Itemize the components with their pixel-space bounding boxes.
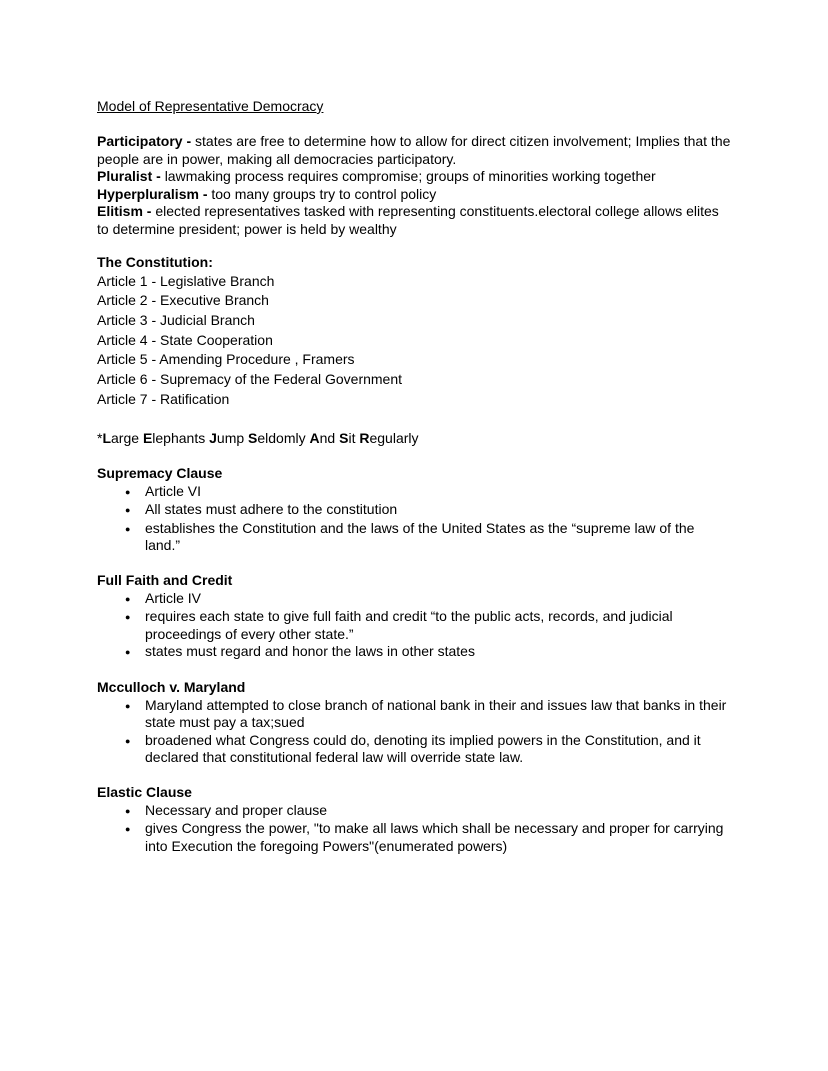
section-heading: Elastic Clause bbox=[97, 784, 192, 801]
bullet-item bbox=[97, 501, 732, 520]
mnemonic-bold-letter: A bbox=[309, 430, 320, 447]
bullet-item bbox=[97, 590, 732, 609]
definition-term: Elitism - bbox=[97, 203, 156, 219]
mnemonic-bold-letter: R bbox=[359, 430, 370, 447]
section-full-faith-and-credit bbox=[97, 572, 732, 662]
mnemonic-bold-letter: L bbox=[102, 430, 112, 447]
bullet-marker: ● bbox=[125, 700, 131, 711]
definition-participatory bbox=[97, 133, 732, 168]
article-line: Article 1 - Legislative Branch bbox=[97, 272, 275, 289]
bullet-marker: ● bbox=[125, 824, 131, 835]
mnemonic-word-rest: ump bbox=[216, 430, 249, 447]
bullet-marker: ● bbox=[125, 735, 131, 746]
definition-text: elected representatives tasked with representing constituents.electoral college allows elites to determine president; power is held by wealthy bbox=[97, 203, 719, 237]
section-mcculloch-v-maryland bbox=[97, 679, 732, 767]
article-line: Article 3 - Judicial Branch bbox=[97, 311, 255, 328]
article-line: Article 6 - Supremacy of the Federal Government bbox=[97, 371, 403, 388]
bullet-marker: ● bbox=[125, 523, 131, 534]
bullet-text: Necessary and proper clause bbox=[145, 801, 328, 818]
mnemonic-bold-letter: J bbox=[209, 430, 217, 447]
constitution-heading: The Constitution: bbox=[97, 254, 213, 270]
article-line: Article 7 - Ratification bbox=[97, 390, 230, 407]
democracy-models-paragraph bbox=[97, 133, 732, 238]
article-line: Article 5 - Amending Procedure , Framers bbox=[97, 351, 355, 368]
bullet-marker: ● bbox=[125, 593, 131, 604]
mnemonic-word-rest: lephants bbox=[152, 430, 210, 447]
definition-elitism bbox=[97, 203, 732, 238]
bullet-text: gives Congress the power, "to make all laws which shall be necessary and proper for carrying into Execution the foregoing Powers"(enumerated powers) bbox=[145, 820, 724, 854]
bullet-marker: ● bbox=[125, 647, 131, 658]
bullet-item bbox=[97, 483, 732, 502]
section-heading: Full Faith and Credit bbox=[97, 572, 233, 589]
bullet-marker: ● bbox=[125, 612, 131, 623]
bullet-text: All states must adhere to the constitution bbox=[145, 501, 398, 518]
definition-term: Hyperpluralism - bbox=[97, 185, 212, 202]
definition-hyperpluralism bbox=[97, 186, 732, 204]
section-supremacy-clause bbox=[97, 465, 732, 555]
section-elastic-clause bbox=[97, 784, 732, 855]
bullet-text: requires each state to give full faith and credit “to the public acts, records, and judicial proceedings of every other state.” bbox=[145, 608, 673, 642]
bullet-item bbox=[97, 820, 732, 855]
mnemonic-bold-letter: S bbox=[339, 430, 349, 447]
definition-text: lawmaking process requires compromise; groups of minorities working together bbox=[164, 168, 656, 184]
mnemonic-bold-letter: E bbox=[142, 430, 153, 447]
bullet-item bbox=[97, 802, 732, 821]
bullet-marker: ● bbox=[125, 486, 131, 497]
definition-pluralist bbox=[97, 168, 732, 186]
definition-term: Pluralist - bbox=[97, 168, 165, 184]
section-heading: Supremacy Clause bbox=[97, 465, 223, 482]
bullet-text: Article VI bbox=[145, 482, 202, 499]
definition-term: Participatory - bbox=[97, 133, 196, 149]
bullet-text: establishes the Constitution and the laws of the United States as the “supreme law of the land.” bbox=[145, 519, 695, 554]
mnemonic-bold-letter: S bbox=[248, 430, 258, 447]
bullet-item bbox=[97, 608, 732, 643]
bullet-marker: ● bbox=[125, 805, 131, 816]
mnemonic-prefix: * bbox=[97, 430, 103, 447]
constitution-article-list bbox=[97, 272, 732, 410]
mnemonic-word-rest: eldomly bbox=[257, 430, 310, 447]
mnemonic-line bbox=[97, 430, 732, 448]
page-title: Model of Representative Democracy bbox=[97, 98, 324, 114]
definition-text: too many groups try to control policy bbox=[211, 185, 437, 202]
bullet-text: states must regard and honor the laws in other states bbox=[145, 643, 475, 660]
bullet-text: Article IV bbox=[145, 589, 202, 606]
mnemonic-word-rest: arge bbox=[111, 430, 143, 447]
bullet-text: Maryland attempted to close branch of national bank in their and issues law that banks in their state must pay a tax;sued bbox=[145, 696, 727, 731]
bullet-text: broadened what Congress could do, denoting its implied powers in the Constitution, and it declared that constitutional federal law will override state law. bbox=[145, 731, 701, 766]
bullet-item bbox=[97, 732, 732, 767]
article-line: Article 2 - Executive Branch bbox=[97, 292, 269, 309]
article-line: Article 4 - State Cooperation bbox=[97, 331, 273, 348]
bullet-item bbox=[97, 520, 732, 555]
bullet-marker: ● bbox=[125, 505, 131, 516]
bullet-item bbox=[97, 643, 732, 662]
bullet-item bbox=[97, 697, 732, 732]
section-heading: Mcculloch v. Maryland bbox=[97, 679, 246, 696]
mnemonic-word-rest: it bbox=[348, 430, 360, 447]
mnemonic-word-rest: egularly bbox=[369, 430, 419, 447]
mnemonic-word-rest: nd bbox=[319, 430, 340, 447]
definition-text: states are free to determine how to allow for direct citizen involvement; Implies that the people are in power, making all democracies participatory. bbox=[97, 133, 731, 167]
